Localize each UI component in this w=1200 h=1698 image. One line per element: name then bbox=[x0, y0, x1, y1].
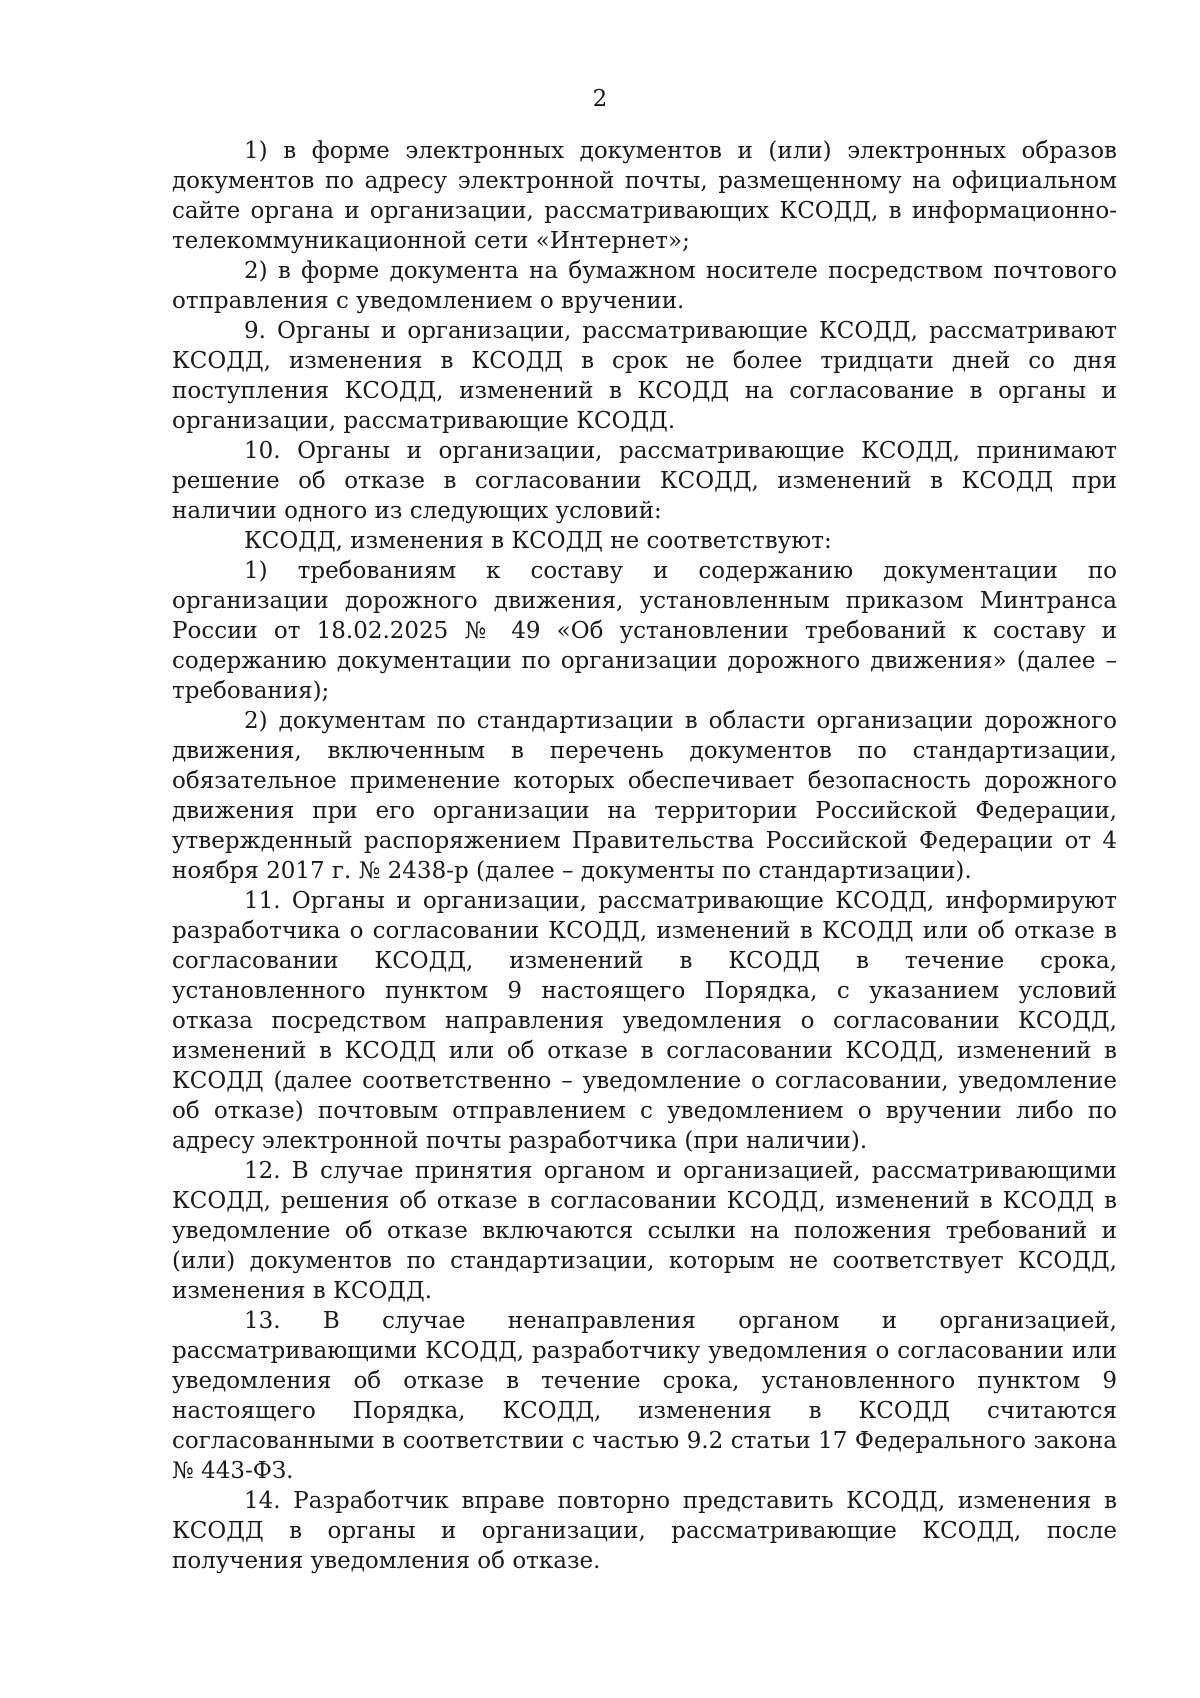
paragraph-item-11: 11. Органы и организации, рассматривающие КСОДД, информируют разработчика о согласовании КСОДД, изменений в КСОДД или об отказе в согласовании КСОДД, изменений в КСОДД в течение срока, установленного пунктом 9 настоящего Порядка, с указанием условий отказа посредством направления уведомления о согласовании КСОДД, изменений в КСОДД или об отказе в согласовании КСОДД, изменений в КСОДД (далее соответственно – уведомление о согласовании, уведомление об отказе) почтовым отправлением с уведомлением о вручении либо по адресу электронной почты разработчика (при наличии). bbox=[172, 888, 1117, 1154]
paragraph-item-10-condition-1: 1) требованиям к составу и содержанию документации по организации дорожного движения, установленным приказом Минтранса России от 18.02.2025 № 49 «Об установлении требований к составу и содержанию документации по организации дорожного движения» (далее – требования); bbox=[172, 558, 1117, 704]
paragraph-item-12: 12. В случае принятия органом и организацией, рассматривающими КСОДД, решения об отказе в согласовании КСОДД, изменений в КСОДД в уведомление об отказе включаются ссылки на положения требований и (или) документов по стандартизации, которым не соответствует КСОДД, изменения в КСОДД. bbox=[172, 1158, 1117, 1304]
paragraph-subitem-1-email: 1) в форме электронных документов и (или) электронных образов документов по адресу электронной почты, размещенному на официальном сайте органа и организации, рассматривающих КСОДД, в информационно-телекоммуникационной сети «Интернет»; bbox=[172, 138, 1117, 254]
paragraph-item-13: 13. В случае ненаправления органом и организацией, рассматривающими КСОДД, разработчику уведомления о согласовании или уведомления об отказе в течение срока, установленного пунктом 9 настоящего Порядка, КСОДД, изменения в КСОДД считаются согласованными в соответствии с частью 9.2 статьи 17 Федерального закона № 443-ФЗ. bbox=[172, 1308, 1117, 1484]
paragraph-subitem-2-paper: 2) в форме документа на бумажном носителе посредством почтового отправления с уведомлением о вручении. bbox=[172, 258, 1117, 314]
document-body bbox=[172, 136, 1117, 1576]
paragraph-item-10-condition-2: 2) документам по стандартизации в области организации дорожного движения, включенным в перечень документов по стандартизации, обязательное применение которых обеспечивает безопасность дорожного движения при его организации на территории Российской Федерации, утвержденный распоряжением Правительства Российской Федерации от 4 ноября 2017 г. № 2438-р (далее – документы по стандартизации). bbox=[172, 708, 1117, 884]
paragraph-item-14: 14. Разработчик вправе повторно представить КСОДД, изменения в КСОДД в органы и организации, рассматривающие КСОДД, после получения уведомления об отказе. bbox=[172, 1488, 1117, 1574]
paragraph-item-10: 10. Органы и организации, рассматривающие КСОДД, принимают решение об отказе в согласовании КСОДД, изменений в КСОДД при наличии одного из следующих условий: bbox=[172, 438, 1117, 524]
paragraph-item-9: 9. Органы и организации, рассматривающие КСОДД, рассматривают КСОДД, изменения в КСОДД в срок не более тридцати дней со дня поступления КСОДД, изменений в КСОДД на согласование в органы и организации, рассматривающие КСОДД. bbox=[172, 318, 1117, 434]
page-number: 2 bbox=[592, 86, 608, 112]
paragraph-item-10-intro: КСОДД, изменения в КСОДД не соответствуют: bbox=[244, 528, 832, 554]
